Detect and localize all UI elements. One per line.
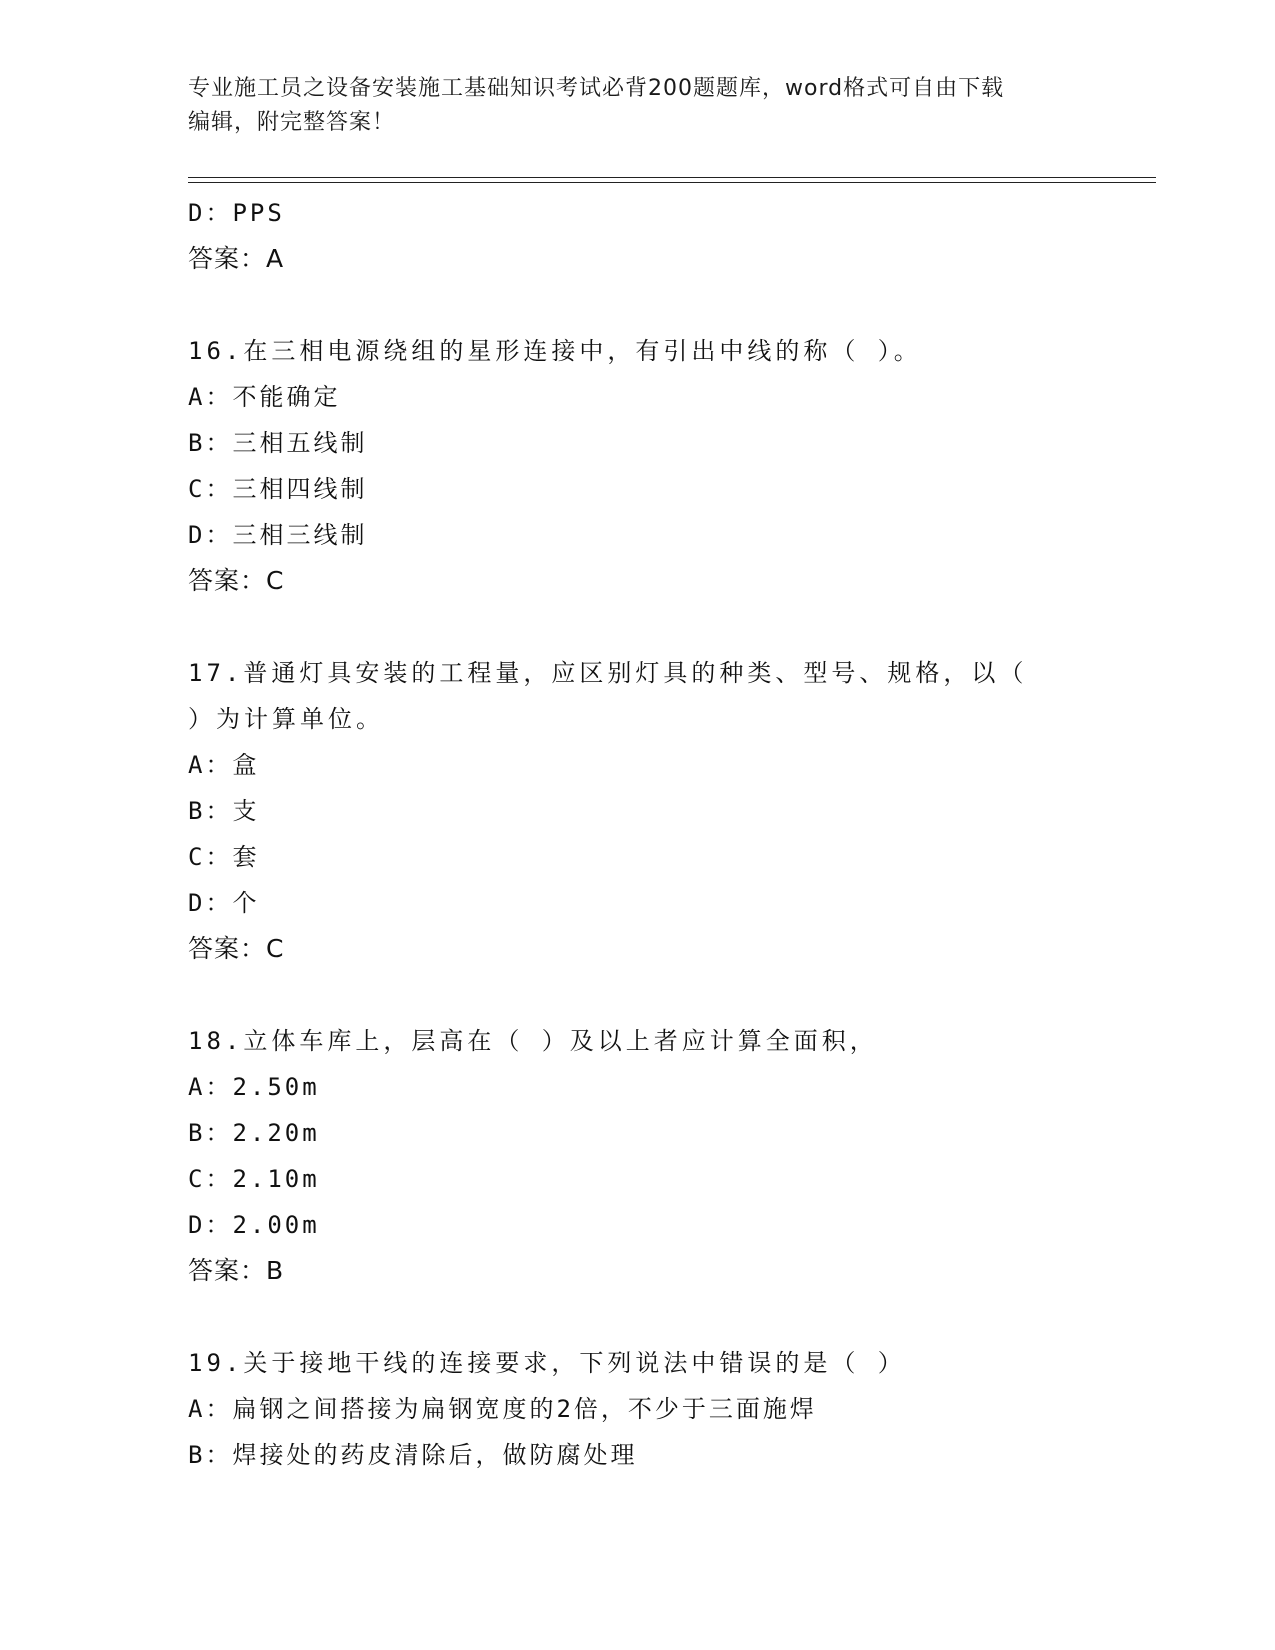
- header-title-line-2: 编辑，附完整答案！: [188, 110, 396, 135]
- header-divider-bottom: [188, 182, 1156, 183]
- question-text-line-2: ）为计算单位。: [188, 705, 384, 733]
- question-list: [188, 190, 1128, 1478]
- question-text: 16.在三相电源绕组的星形连接中，有引出中线的称（ ）。: [188, 337, 922, 365]
- option-d: D：PPS: [188, 199, 285, 227]
- question-17: [188, 650, 1128, 972]
- option-b: B：焊接处的药皮清除后，做防腐处理: [188, 1441, 638, 1469]
- question-text-line-1: 17.普通灯具安装的工程量，应区别灯具的种类、型号、规格，以（: [188, 659, 1028, 687]
- previous-question-tail: [188, 190, 1128, 282]
- option-a: A：扁钢之间搭接为扁钢宽度的2倍，不少于三面施焊: [188, 1395, 817, 1423]
- question-19: [188, 1340, 1128, 1478]
- option-c: C：三相四线制: [188, 475, 368, 503]
- option-a: A：2.50m: [188, 1073, 320, 1101]
- document-header: [188, 72, 1088, 140]
- answer-line: 答案：A: [188, 244, 285, 273]
- option-a: A：盒: [188, 751, 260, 779]
- question-text: 18.立体车库上，层高在（ ）及以上者应计算全面积，: [188, 1027, 878, 1055]
- option-d: D：三相三线制: [188, 521, 368, 549]
- spacer: [188, 604, 1128, 650]
- spacer: [188, 282, 1128, 328]
- question-18: [188, 1018, 1128, 1294]
- option-d: D：2.00m: [188, 1211, 320, 1239]
- option-d: D：个: [188, 889, 260, 917]
- header-title-line-1: 专业施工员之设备安装施工基础知识考试必背200题题库，word格式可自由下载: [188, 76, 1005, 101]
- question-16: [188, 328, 1128, 604]
- answer-line: 答案：B: [188, 1256, 285, 1285]
- option-c: C：套: [188, 843, 260, 871]
- option-b: B：2.20m: [188, 1119, 320, 1147]
- answer-line: 答案：C: [188, 934, 285, 963]
- spacer: [188, 972, 1128, 1018]
- option-b: B：三相五线制: [188, 429, 368, 457]
- question-text: 19.关于接地干线的连接要求，下列说法中错误的是（ ）: [188, 1349, 906, 1377]
- header-divider-top: [188, 177, 1156, 178]
- answer-line: 答案：C: [188, 566, 285, 595]
- spacer: [188, 1294, 1128, 1340]
- option-c: C：2.10m: [188, 1165, 320, 1193]
- option-a: A：不能确定: [188, 383, 341, 411]
- option-b: B：支: [188, 797, 260, 825]
